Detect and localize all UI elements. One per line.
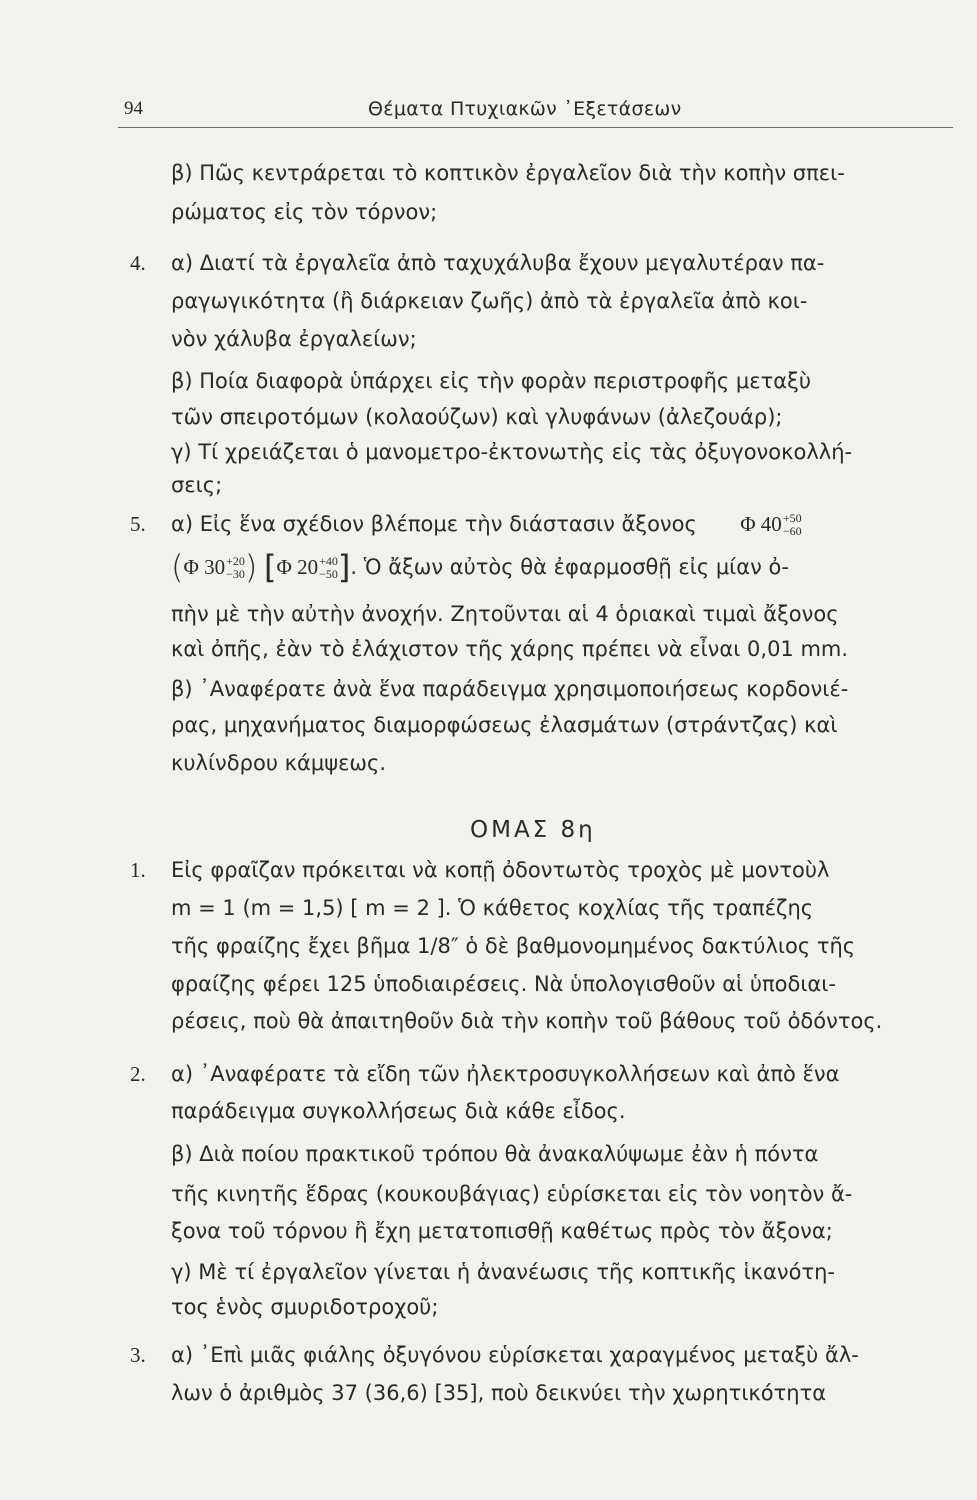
text-line: τος ἑνὸς σμυριδοτροχοῦ; [171, 1295, 439, 1319]
text-line: β) Ποία διαφορὰ ὑπάρχει εἰς τὴν φορὰν περιστροφῆς μεταξὺ [171, 369, 811, 393]
question-text: . Ὁ ἄξων αὐτὸς θὰ ἐφαρμοσθῇ εἰς μίαν ὀ- [350, 555, 789, 579]
text-line: ξονα τοῦ τόρνου ἢ ἔχη μετατοπισθῇ καθέτως πρὸς τὸν ἄξονα; [171, 1219, 833, 1243]
text-line: m = 1 (m = 1,5) [ m = 2 ]. Ὁ κάθετος κοχλίας τῆς τραπέζης [171, 896, 814, 920]
text-line: σεις; [171, 473, 223, 497]
text-line: λων ὁ ἀριθμὸς 37 (36,6) [35], ποὺ δεικνύει τὴν χωρητικότητα [171, 1381, 827, 1405]
page-number: 94 [124, 98, 143, 119]
text-line: πὴν μὲ τὴν αὐτὴν ἀνοχήν. Ζητοῦνται αἱ 4 ὁριακαὶ τιμαὶ ἄξονος [171, 602, 839, 626]
question-number: 5. [130, 512, 146, 536]
text-line: τῆς φραίζης ἔχει βῆμα 1/8″ ὁ δὲ βαθμονομημένος δακτύλιος τῆς [171, 934, 856, 958]
question-number: 3. [130, 1343, 146, 1367]
tolerance-main [783, 512, 802, 538]
running-title: Θέματα Πτυχιακῶν ᾿Εξετάσεων [368, 98, 682, 120]
text-line: α) ᾿Αναφέρατε τὰ εἴδη τῶν ἠλεκτροσυγκολλήσεων καὶ ἀπὸ ἕνα [171, 1062, 840, 1086]
header-rule [118, 127, 953, 128]
text-line: ρώματος εἰς τὸν τόρνον; [171, 200, 438, 224]
tolerance-alt1 [226, 555, 245, 581]
tolerance-upper: +40 [319, 554, 338, 568]
bracket-open: [ [264, 548, 277, 586]
text-line: γ) Τί χρειάζεται ὁ μανομετρο-ἐκτονωτὴς εἰς τὰς ὀξυγονοκολλή- [171, 440, 853, 464]
question-number: 2. [130, 1062, 146, 1086]
question-text: α) Εἰς ἕνα σχέδιον βλέπομε τὴν διάστασιν ἄξονος [171, 512, 697, 536]
text-line: γ) Μὲ τί ἐργαλεῖον γίνεται ἡ ἀνανέωσις τῆς κοπτικῆς ἱκανότη- [171, 1260, 836, 1284]
text-line: β) Πῶς κεντράρεται τὸ κοπτικὸν ἐργαλεῖον διὰ τὴν κοπὴν σπει- [171, 161, 845, 185]
text-line: ρέσεις, ποὺ θὰ ἀπαιτηθοῦν διὰ τὴν κοπὴν τοῦ βάθους τοῦ ὀδόντος. [171, 1009, 883, 1033]
text-line: τῶν σπειροτόμων (κολαούζων) καὶ γλυφάνων (ἀλεζουάρ); [171, 405, 783, 429]
paren-close: ) [244, 548, 258, 586]
text-line: ραγωγικότητα (ἢ διάρκειαν ζωῆς) ἀπὸ τὰ ἐργαλεῖα ἀπὸ κοι- [171, 289, 808, 313]
text-line [171, 511, 961, 538]
tolerance-lower: −30 [226, 567, 245, 581]
text-line [171, 548, 961, 586]
question-number: 4. [130, 251, 146, 275]
dimension-alt1: Φ 30 [183, 555, 226, 579]
dimension-main: Φ 40 [740, 512, 782, 536]
text-line: τῆς κινητῆς ἕδρας (κουκουβάγιας) εὑρίσκεται εἰς τὸν νοητὸν ἄ- [171, 1182, 853, 1206]
paren-open: ( [171, 548, 184, 586]
tolerance-lower: −50 [319, 567, 338, 581]
text-line: νὸν χάλυβα ἐργαλείων; [171, 327, 417, 351]
tolerance-alt2 [319, 555, 338, 581]
tolerance-upper: +20 [226, 554, 245, 568]
text-line: φραίζης φέρει 125 ὑποδιαιρέσεις. Νὰ ὑπολογισθοῦν αἱ ὑποδιαι- [171, 972, 836, 996]
tolerance-lower: −60 [782, 524, 802, 538]
text-line: παράδειγμα συγκολλήσεως διὰ κάθε εἶδος. [171, 1099, 626, 1123]
text-line: καὶ ὀπῆς, ἐὰν τὸ ἐλάχιστον τῆς χάρης πρέπει νὰ εἶναι 0,01 mm. [171, 637, 849, 661]
page-header [118, 98, 948, 124]
text-line: α) Διατί τὰ ἐργαλεῖα ἀπὸ ταχυχάλυβα ἔχουν μεγαλυτέραν πα- [171, 251, 825, 275]
text-line: β) ᾿Αναφέρατε ἀνὰ ἕνα παράδειγμα χρησιμοποιήσεως κορδονιέ- [171, 677, 849, 701]
text-line: α) ᾿Επὶ μιᾶς φιάλης ὀξυγόνου εὑρίσκεται χαραγμένος μεταξὺ ἄλ- [171, 1343, 859, 1367]
text-line: Εἰς φραῖζαν πρόκειται νὰ κοπῇ ὀδοντωτὸς τροχὸς μὲ μοντοὺλ [171, 858, 830, 882]
bracket-close: ] [337, 548, 351, 586]
text-line: β) Διὰ ποίου πρακτικοῦ τρόπου θὰ ἀνακαλύψωμε ἐὰν ἡ πόντα [171, 1142, 819, 1166]
tolerance-upper: +50 [782, 511, 802, 525]
text-line: ρας, μηχανήματος διαμορφώσεως ἐλασμάτων (στράντζας) καὶ [171, 713, 838, 737]
group-title: ΟΜΑΣ 8η [470, 817, 596, 843]
dimension-alt2: Φ 20 [276, 555, 319, 579]
question-number: 1. [130, 858, 146, 882]
text-line: κυλίνδρου κάμψεως. [171, 751, 387, 775]
